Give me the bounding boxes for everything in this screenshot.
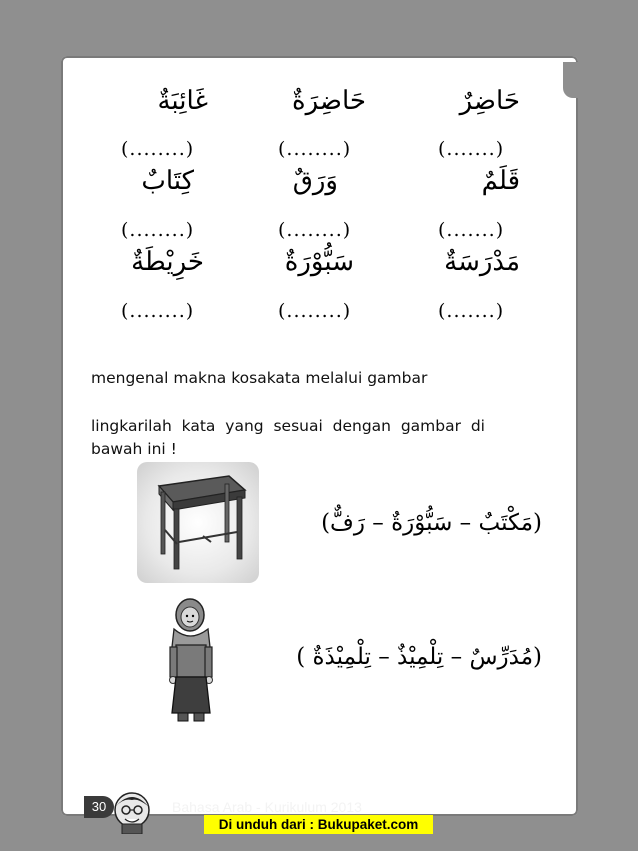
- word-r3-c2: سَبُّوْرَةٌ: [284, 247, 354, 277]
- blank-r3-c2[interactable]: (........): [278, 300, 352, 322]
- choices-student[interactable]: (مُدَرِّسٌ – تِلْمِيْذٌ – تِلْمِيْذَةٌ ): [296, 644, 542, 670]
- page-notch: [563, 62, 585, 98]
- boy-mascot-icon: [108, 788, 156, 834]
- download-watermark[interactable]: Di unduh dari : Bukupaket.com: [204, 815, 433, 834]
- book-title: Bahasa Arab - Kurikulum 2013: [172, 799, 362, 815]
- blank-r3-c1[interactable]: (.......): [438, 300, 505, 322]
- word-r2-c3: كِتَابٌ: [141, 166, 194, 196]
- blank-r1-c3[interactable]: (........): [121, 138, 195, 160]
- section-title: mengenal makna kosakata melalui gambar: [91, 369, 428, 387]
- word-r2-c2: وَرَقٌ: [292, 166, 338, 196]
- blank-r2-c1[interactable]: (.......): [438, 219, 505, 241]
- desk-illustration: [137, 462, 259, 583]
- page-number: 30: [84, 796, 114, 818]
- word-r1-c1: حَاضِرٌ: [459, 86, 520, 116]
- word-r1-c3: غَائِبَةٌ: [157, 86, 208, 116]
- student-girl-illustration: [162, 595, 224, 730]
- instruction-line-2: bawah ini !: [91, 440, 177, 458]
- instruction-line-1: lingkarilah kata yang sesuai dengan gambar di: [91, 417, 485, 435]
- blank-r3-c3[interactable]: (........): [121, 300, 195, 322]
- blank-r1-c2[interactable]: (........): [278, 138, 352, 160]
- blank-r2-c2[interactable]: (........): [278, 219, 352, 241]
- blank-r2-c3[interactable]: (........): [121, 219, 195, 241]
- word-r3-c1: مَدْرَسَةٌ: [444, 247, 520, 277]
- word-r2-c1: قَلَمٌ: [481, 166, 520, 196]
- blank-r1-c1[interactable]: (.......): [438, 138, 505, 160]
- choices-desk[interactable]: (مَكْتَبٌ – سَبُّوْرَةٌ – رَفٌّ): [321, 510, 542, 536]
- word-r3-c3: خَرِيْطَةٌ: [131, 247, 204, 277]
- table-photo: [137, 462, 259, 583]
- word-r1-c2: حَاضِرَةٌ: [291, 86, 366, 116]
